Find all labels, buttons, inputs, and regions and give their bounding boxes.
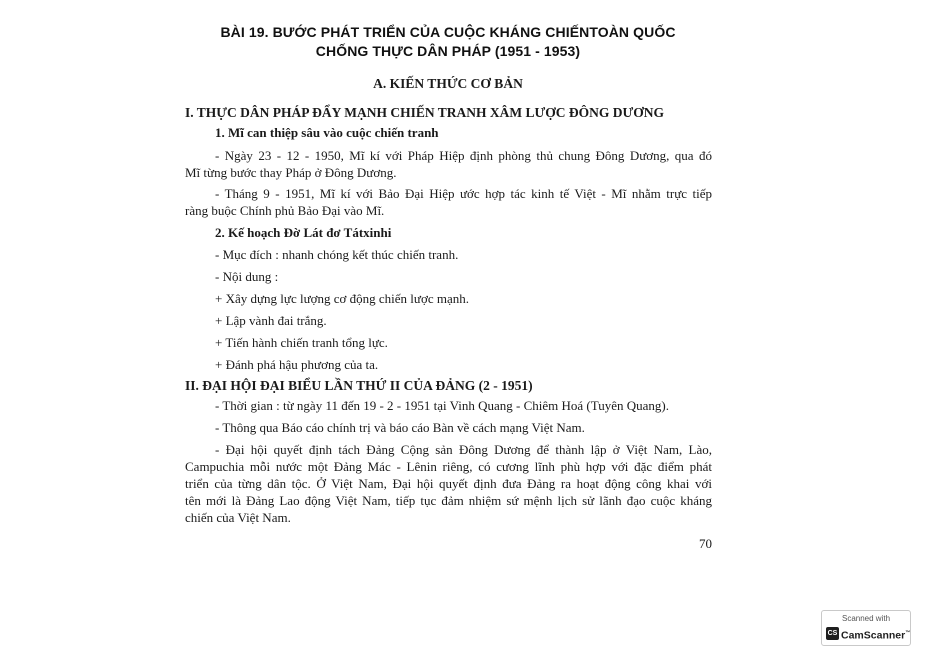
paragraph-line: Mĩ từng bước thay Pháp ở Đông Dương. bbox=[185, 165, 397, 180]
subsection2-heading: 2. Kế hoạch Đờ Lát đơ Tátxinhi bbox=[215, 225, 392, 240]
time-line: - Thời gian : từ ngày 11 đến 19 - 2 - 1951 tại Vinh Quang - Chiêm Hoá (Tuyên Quang). bbox=[215, 398, 669, 413]
paragraph-line: chiến của Việt Nam. bbox=[185, 510, 291, 525]
paragraph-line: Campuchia mỗi nước một Đảng Mác - Lênin riêng, có cương lĩnh phù hợp với đặc điểm phát bbox=[185, 459, 712, 474]
list-item: + Xây dựng lực lượng cơ động chiến lược mạnh. bbox=[215, 291, 469, 306]
trademark-mark: ™ bbox=[905, 630, 911, 636]
camscanner-watermark bbox=[821, 610, 911, 646]
report-line: - Thông qua Báo cáo chính trị và báo cáo Bàn về cách mạng Việt Nam. bbox=[215, 420, 585, 435]
camscanner-logo-icon: CS bbox=[826, 627, 839, 640]
paragraph-line: ràng buộc Chính phủ Bảo Đại vào Mĩ. bbox=[185, 203, 385, 218]
lesson-title-line1: BÀI 19. BƯỚC PHÁT TRIỂN CỦA CUỘC KHÁNG CHIẾNTOÀN QUỐC bbox=[220, 24, 676, 40]
section2-heading: II. ĐẠI HỘI ĐẠI BIỂU LẦN THỨ II CỦA ĐẢNG (2 - 1951) bbox=[185, 378, 533, 393]
paragraph-line: triển của từng dân tộc. Ở Việt Nam, Đại hội quyết định đưa Đảng ra hoạt động công khai với bbox=[185, 476, 712, 491]
lesson-title-line2: CHỐNG THỰC DÂN PHÁP (1951 - 1953) bbox=[315, 43, 581, 59]
section1-heading: I. THỰC DÂN PHÁP ĐẨY MẠNH CHIẾN TRANH XÂM LƯỢC ĐÔNG DƯƠNG bbox=[185, 105, 664, 120]
list-item: + Đánh phá hậu phương của ta. bbox=[215, 357, 379, 372]
list-item: + Tiến hành chiến tranh tổng lực. bbox=[215, 335, 388, 350]
paragraph-line: tên mới là Đảng Lao động Việt Nam, tiếp tục đảm nhiệm sứ mệnh lịch sử lãnh đạo cuộc kháng bbox=[185, 493, 712, 508]
section-subtitle: A. KIẾN THỨC CƠ BẢN bbox=[373, 76, 523, 91]
camscanner-name bbox=[841, 627, 910, 643]
page-number: 70 bbox=[699, 536, 712, 551]
paragraph-line: - Tháng 9 - 1951, Mĩ kí với Bảo Đại Hiệp ước hợp tác kinh tế Việt - Mĩ nhằm trực tiếp bbox=[215, 186, 712, 201]
paragraph-line: - Ngày 23 - 12 - 1950, Mĩ kí với Pháp Hiệp định phòng thủ chung Đông Dương, qua đó bbox=[215, 148, 712, 163]
subsection1-heading: 1. Mĩ can thiệp sâu vào cuộc chiến tranh bbox=[215, 125, 439, 140]
content-label: - Nội dung : bbox=[215, 269, 279, 284]
camscanner-app-name: CamScanner bbox=[841, 629, 906, 642]
paragraph-line: - Đại hội quyết định tách Đảng Cộng sản Đông Dương để thành lập ở Việt Nam, Lào, bbox=[215, 442, 712, 457]
list-item: + Lập vành đai trắng. bbox=[215, 313, 327, 328]
scanned-with-label: Scanned with bbox=[841, 614, 891, 623]
purpose-line: - Mục đích : nhanh chóng kết thúc chiến tranh. bbox=[215, 247, 459, 262]
